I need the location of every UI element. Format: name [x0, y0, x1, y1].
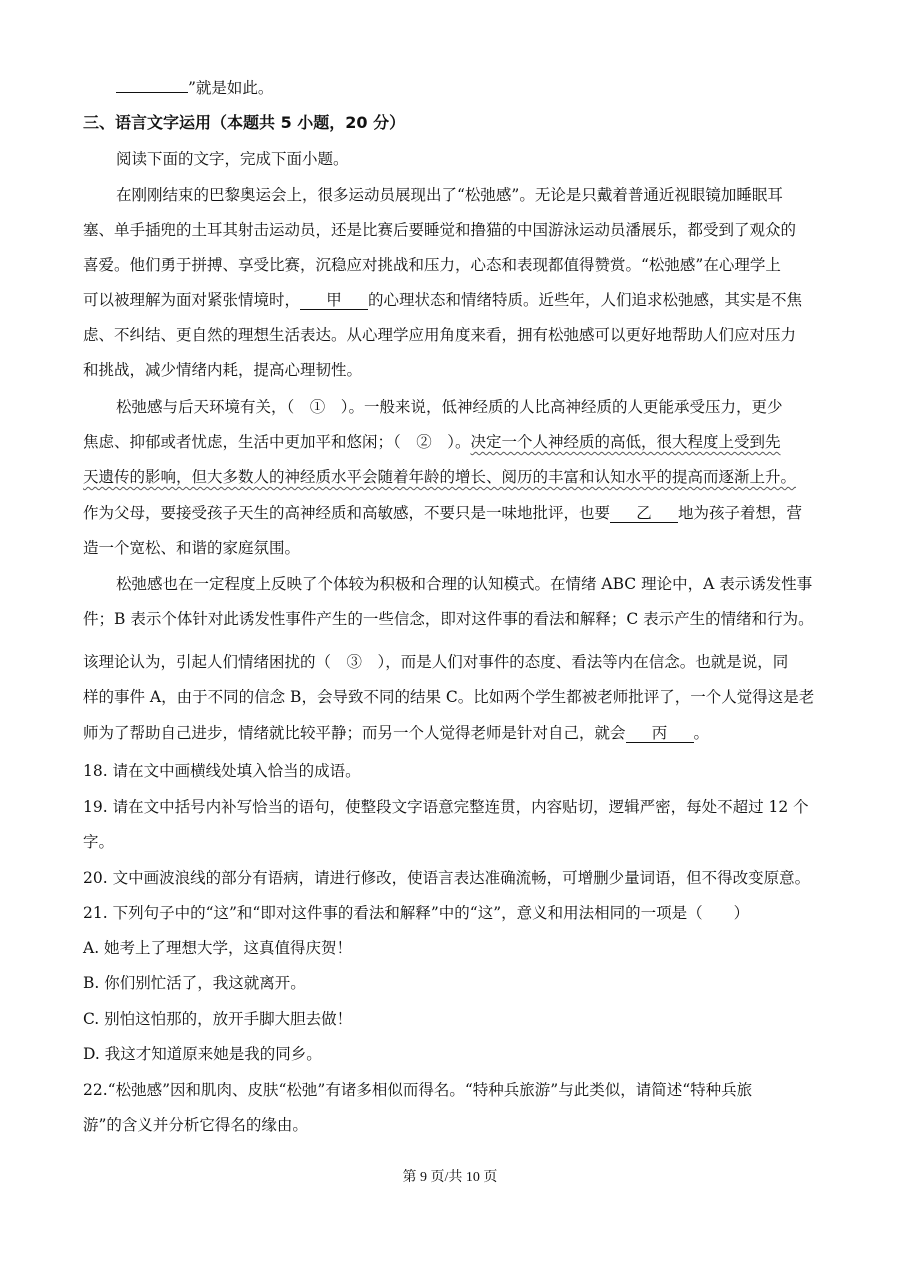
passage-p2-line5: 造一个宽松、和谐的家庭氛围。: [83, 539, 301, 557]
passage-p2-line2: 焦虑、抑郁或者忧虑，生活中更加平和悠闲；（ ② ）。决定一个人神经质的高低，很大程度上受到先: [83, 433, 781, 451]
question-19-line1: 19. 请在文中括号内补写恰当的语句，使整段文字语意完整连贯，内容贴切，逻辑严密，每处不超过 12 个: [83, 798, 809, 816]
wavy-underlined-text: 天遗传的影响，但大多数人的神经质水平会随着年龄的增长、阅历的丰富和认知水平的提高而逐渐上升。: [83, 468, 797, 486]
passage-p2-line4: 作为父母，要接受孩子天生的高神经质和高敏感，不要只是一味地批评，也要 乙 地为孩子着想，营: [83, 504, 803, 522]
reading-instruction: 阅读下面的文字，完成下面小题。: [116, 150, 349, 168]
passage-p1-line6: 和挑战，减少情绪内耗，提高心理韧性。: [83, 361, 363, 379]
passage-p1-line2: 塞、单手插兜的土耳其射击运动员，还是比赛后要睡觉和撸猫的中国游泳运动员潘展乐，都受到了观众的: [83, 221, 797, 239]
question-21-option-b: B. 你们别忙活了，我这就离开。: [83, 974, 306, 992]
passage-p1-line5: 虑、不纠结、更自然的理想生活表达。从心理学应用角度来看，拥有松弛感可以更好地帮助人们应对压力: [83, 326, 797, 344]
passage-p2-line3: [83, 466, 820, 488]
passage-p1-line4: 可以被理解为面对紧张情境时， 甲 的心理状态和情绪特质。近些年，人们追求松弛感，其实是不焦: [83, 291, 803, 309]
question-22-line1: 22.“松弛感”因和肌肉、皮肤“松弛”有诸多相似而得名。“特种兵旅游”与此类似，请简述“特种兵旅: [83, 1081, 753, 1099]
blank-jia: 甲: [300, 291, 368, 310]
passage-p3-line1: 松弛感也在一定程度上反映了个体较为积极和合理的认知模式。在情绪 ABC 理论中，A 表示诱发性事: [116, 575, 813, 593]
blank-yi: 乙: [610, 504, 678, 523]
question-21: 21. 下列句子中的“这”和“即对这件事的看法和解释”中的“这”，意义和用法相同的一项是（ ）: [83, 904, 750, 922]
question-21-option-c: C. 别怕这怕那的，放开手脚大胆去做！: [83, 1010, 353, 1028]
fill-blank-line: [116, 76, 188, 93]
question-21-option-d: D. 我这才知道原来她是我的同乡。: [83, 1045, 322, 1063]
question-19-line2: 字。: [83, 833, 115, 851]
question-21-option-a: A. 她考上了理想大学，这真值得庆贺！: [83, 939, 353, 957]
question-18: 18. 请在文中画横线处填入恰当的成语。: [83, 762, 361, 780]
passage-p1-line1: 在刚刚结束的巴黎奥运会上，很多运动员展现出了“松弛感”。无论是只戴着普通近视眼镜加睡眠耳: [116, 186, 783, 204]
question-22-line2: 游”的含义并分析它得名的缘由。: [83, 1116, 308, 1134]
passage-p3-line4: 样的事件 A，由于不同的信念 B，会导致不同的结果 C。比如两个学生都被老师批评了，一个人觉得这是老: [83, 688, 815, 706]
wavy-underlined-text: 决定一个人神经质的高低，很大程度上受到先: [470, 433, 781, 451]
blank-bing: 丙: [626, 724, 694, 743]
previous-question-tail: ”就是如此。: [116, 76, 820, 99]
passage-p2-line1: 松弛感与后天环境有关，（ ① ）。一般来说，低神经质的人比高神经质的人更能承受压力，更少: [116, 398, 783, 416]
passage-p3-line5: 师为了帮助自己进步，情绪就比较平静；而另一个人觉得老师是针对自己，就会 丙 。: [83, 724, 710, 742]
page-footer: 第 9 页/共 10 页: [402, 1170, 498, 1185]
question-20: 20. 文中画波浪线的部分有语病，请进行修改，使语言表达准确流畅，可增删少量词语，但不得改变原意。: [83, 869, 811, 887]
passage-p3-line3: 该理论认为，引起人们情绪困扰的（ ③ ），而是人们对事件的态度、看法等内在信念。也就是说，同: [83, 653, 789, 671]
section-heading: 三、语言文字运用（本题共 5 小题，20 分）: [83, 113, 406, 132]
passage-p1-line3: 喜爱。他们勇于拼搏、享受比赛，沉稳应对挑战和压力，心态和表现都值得赞赏。“松弛感”在心理学上: [83, 256, 781, 274]
passage-p3-line2: 件；B 表示个体针对此诱发性事件产生的一些信念，即对这件事的看法和解释；C 表示产生的情绪和行为。: [83, 610, 814, 628]
